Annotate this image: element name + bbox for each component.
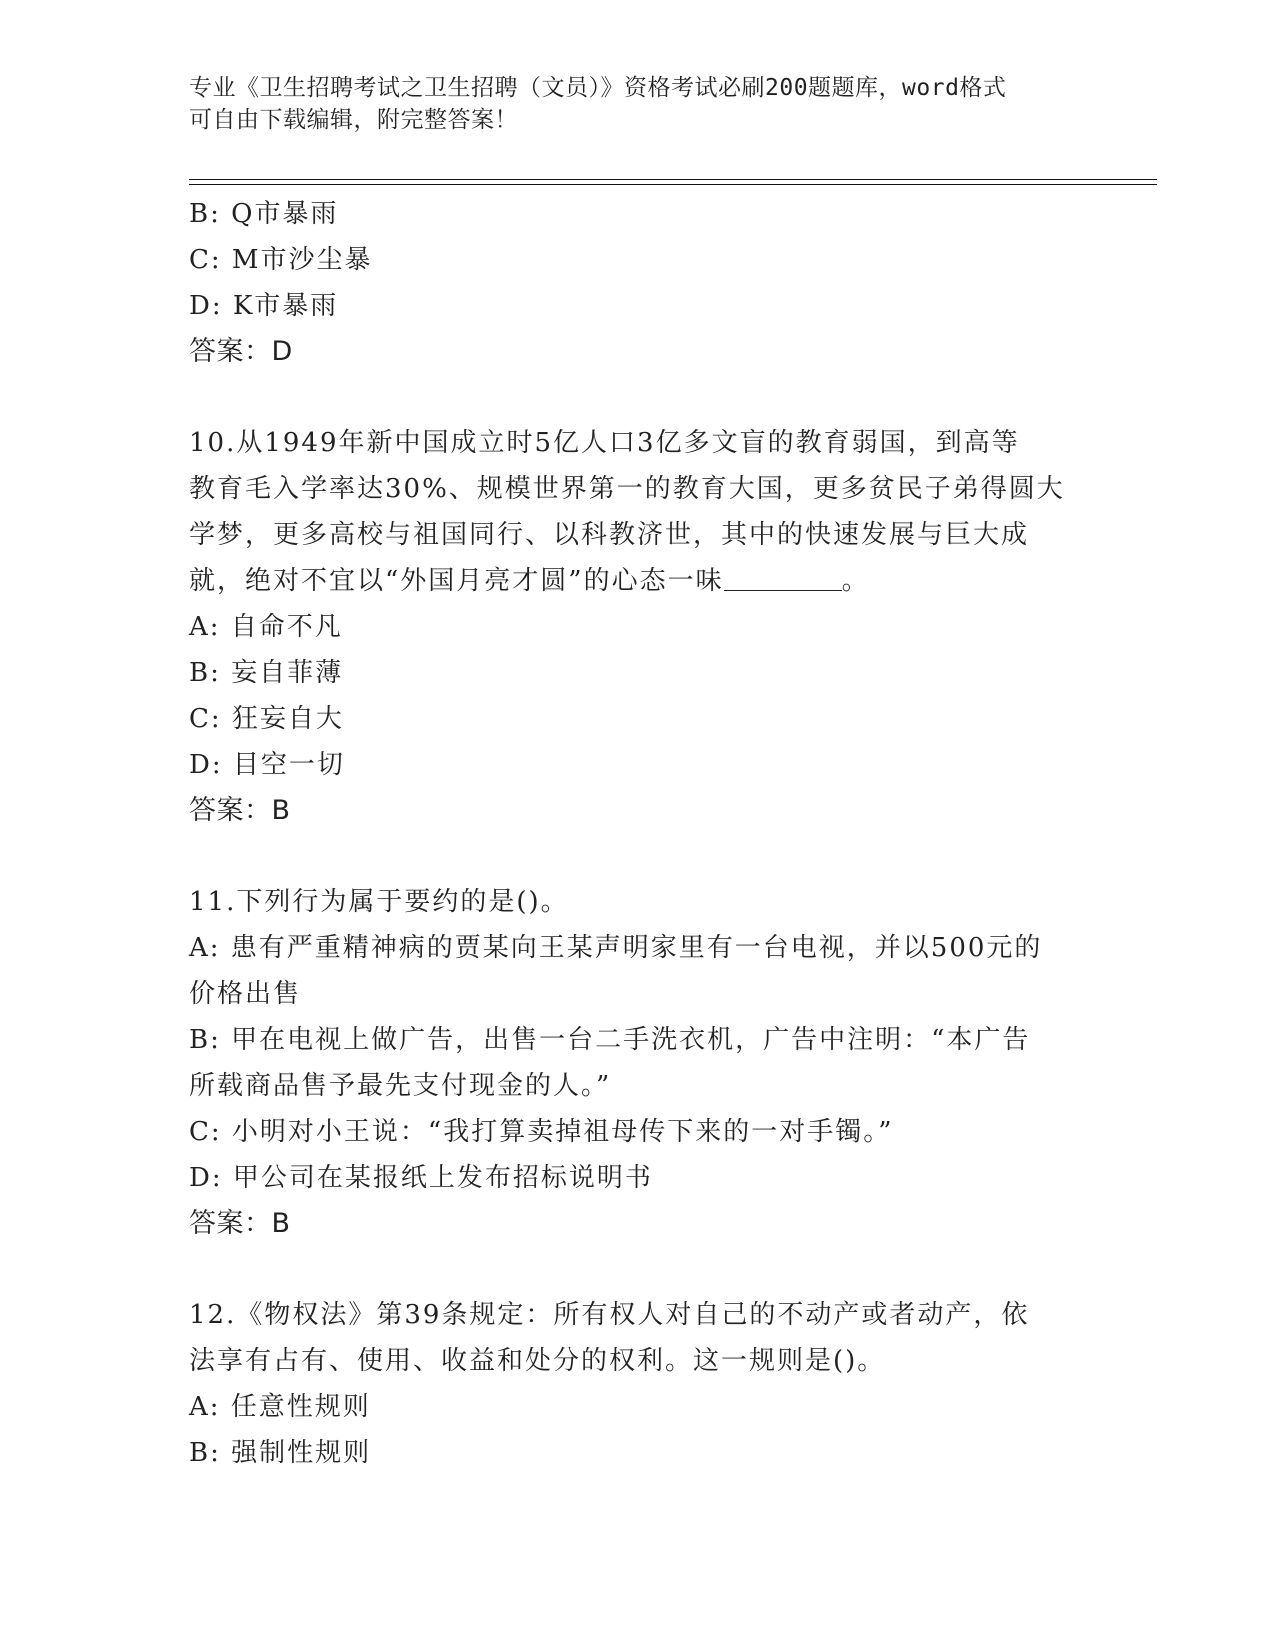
option-c: C: M市沙尘暴: [189, 245, 373, 275]
question-12: [189, 1292, 1089, 1476]
option-c: C: 小明对小王说：“我打算卖掉祖母传下来的一对手镯。”: [189, 1117, 894, 1147]
option-a: A: 任意性规则: [189, 1392, 371, 1422]
option-a: A: 患有严重精神病的贾某向王某声明家里有一台电视，并以500元的: [189, 933, 1043, 963]
option-a: A: 自命不凡: [189, 612, 343, 642]
question-text-line: 11.下列行为属于要约的是()。: [189, 887, 569, 917]
question-text-line: 12.《物权法》第39条规定：所有权人对自己的不动产或者动产，依: [189, 1300, 1030, 1330]
question-text-line: 法享有占有、使用、收益和处分的权利。这一规则是()。: [189, 1346, 886, 1376]
question-content: [189, 191, 1089, 1476]
option-b: B: 妄自菲薄: [189, 658, 344, 688]
question-text-line-with-blank: [189, 558, 1089, 604]
option-d: D: 甲公司在某报纸上发布招标说明书: [189, 1163, 653, 1193]
option-c: C: 狂妄自大: [189, 704, 344, 734]
question-text-end: 。: [841, 566, 870, 596]
question-text-line: 学梦，更多高校与祖国同行、以科教济世，其中的快速发展与巨大成: [189, 520, 1030, 550]
question-10: [189, 420, 1089, 834]
option-b: B: Q市暴雨: [189, 199, 339, 229]
question-9-continued: [189, 191, 1089, 375]
answer-line: 答案：B: [189, 795, 291, 826]
answer-line: 答案：D: [189, 336, 293, 367]
question-text-line: 教育毛入学率达30%、规模世界第一的教育大国，更多贫民子弟得圆大: [189, 474, 1065, 504]
option-b-continued: 所载商品售予最先支付现金的人。”: [189, 1071, 612, 1101]
answer-line: 答案：B: [189, 1208, 291, 1239]
option-b: B: 强制性规则: [189, 1438, 372, 1468]
question-11: [189, 879, 1089, 1247]
option-d: D: K市暴雨: [189, 291, 339, 321]
header-divider-top: [189, 179, 1157, 180]
option-b: B: 甲在电视上做广告，出售一台二手洗衣机，广告中注明：“本广告: [189, 1025, 1031, 1055]
header-divider-bottom: [189, 184, 1157, 185]
header-title-line-2: 可自由下载编辑，附完整答案！: [189, 107, 518, 133]
option-a-continued: 价格出售: [189, 979, 302, 1009]
question-text-line: 10.从1949年新中国成立时5亿人口3亿多文盲的教育弱国，到高等: [189, 428, 1020, 458]
question-text: 就，绝对不宜以“外国月亮才圆”的心态一味: [189, 566, 724, 596]
header-title-line-1: 专业《卫生招聘考试之卫生招聘（文员）》资格考试必刷200题题库，word格式: [189, 75, 1007, 101]
fill-in-blank: [724, 562, 842, 591]
option-d: D: 目空一切: [189, 750, 345, 780]
document-header: [189, 72, 1089, 136]
